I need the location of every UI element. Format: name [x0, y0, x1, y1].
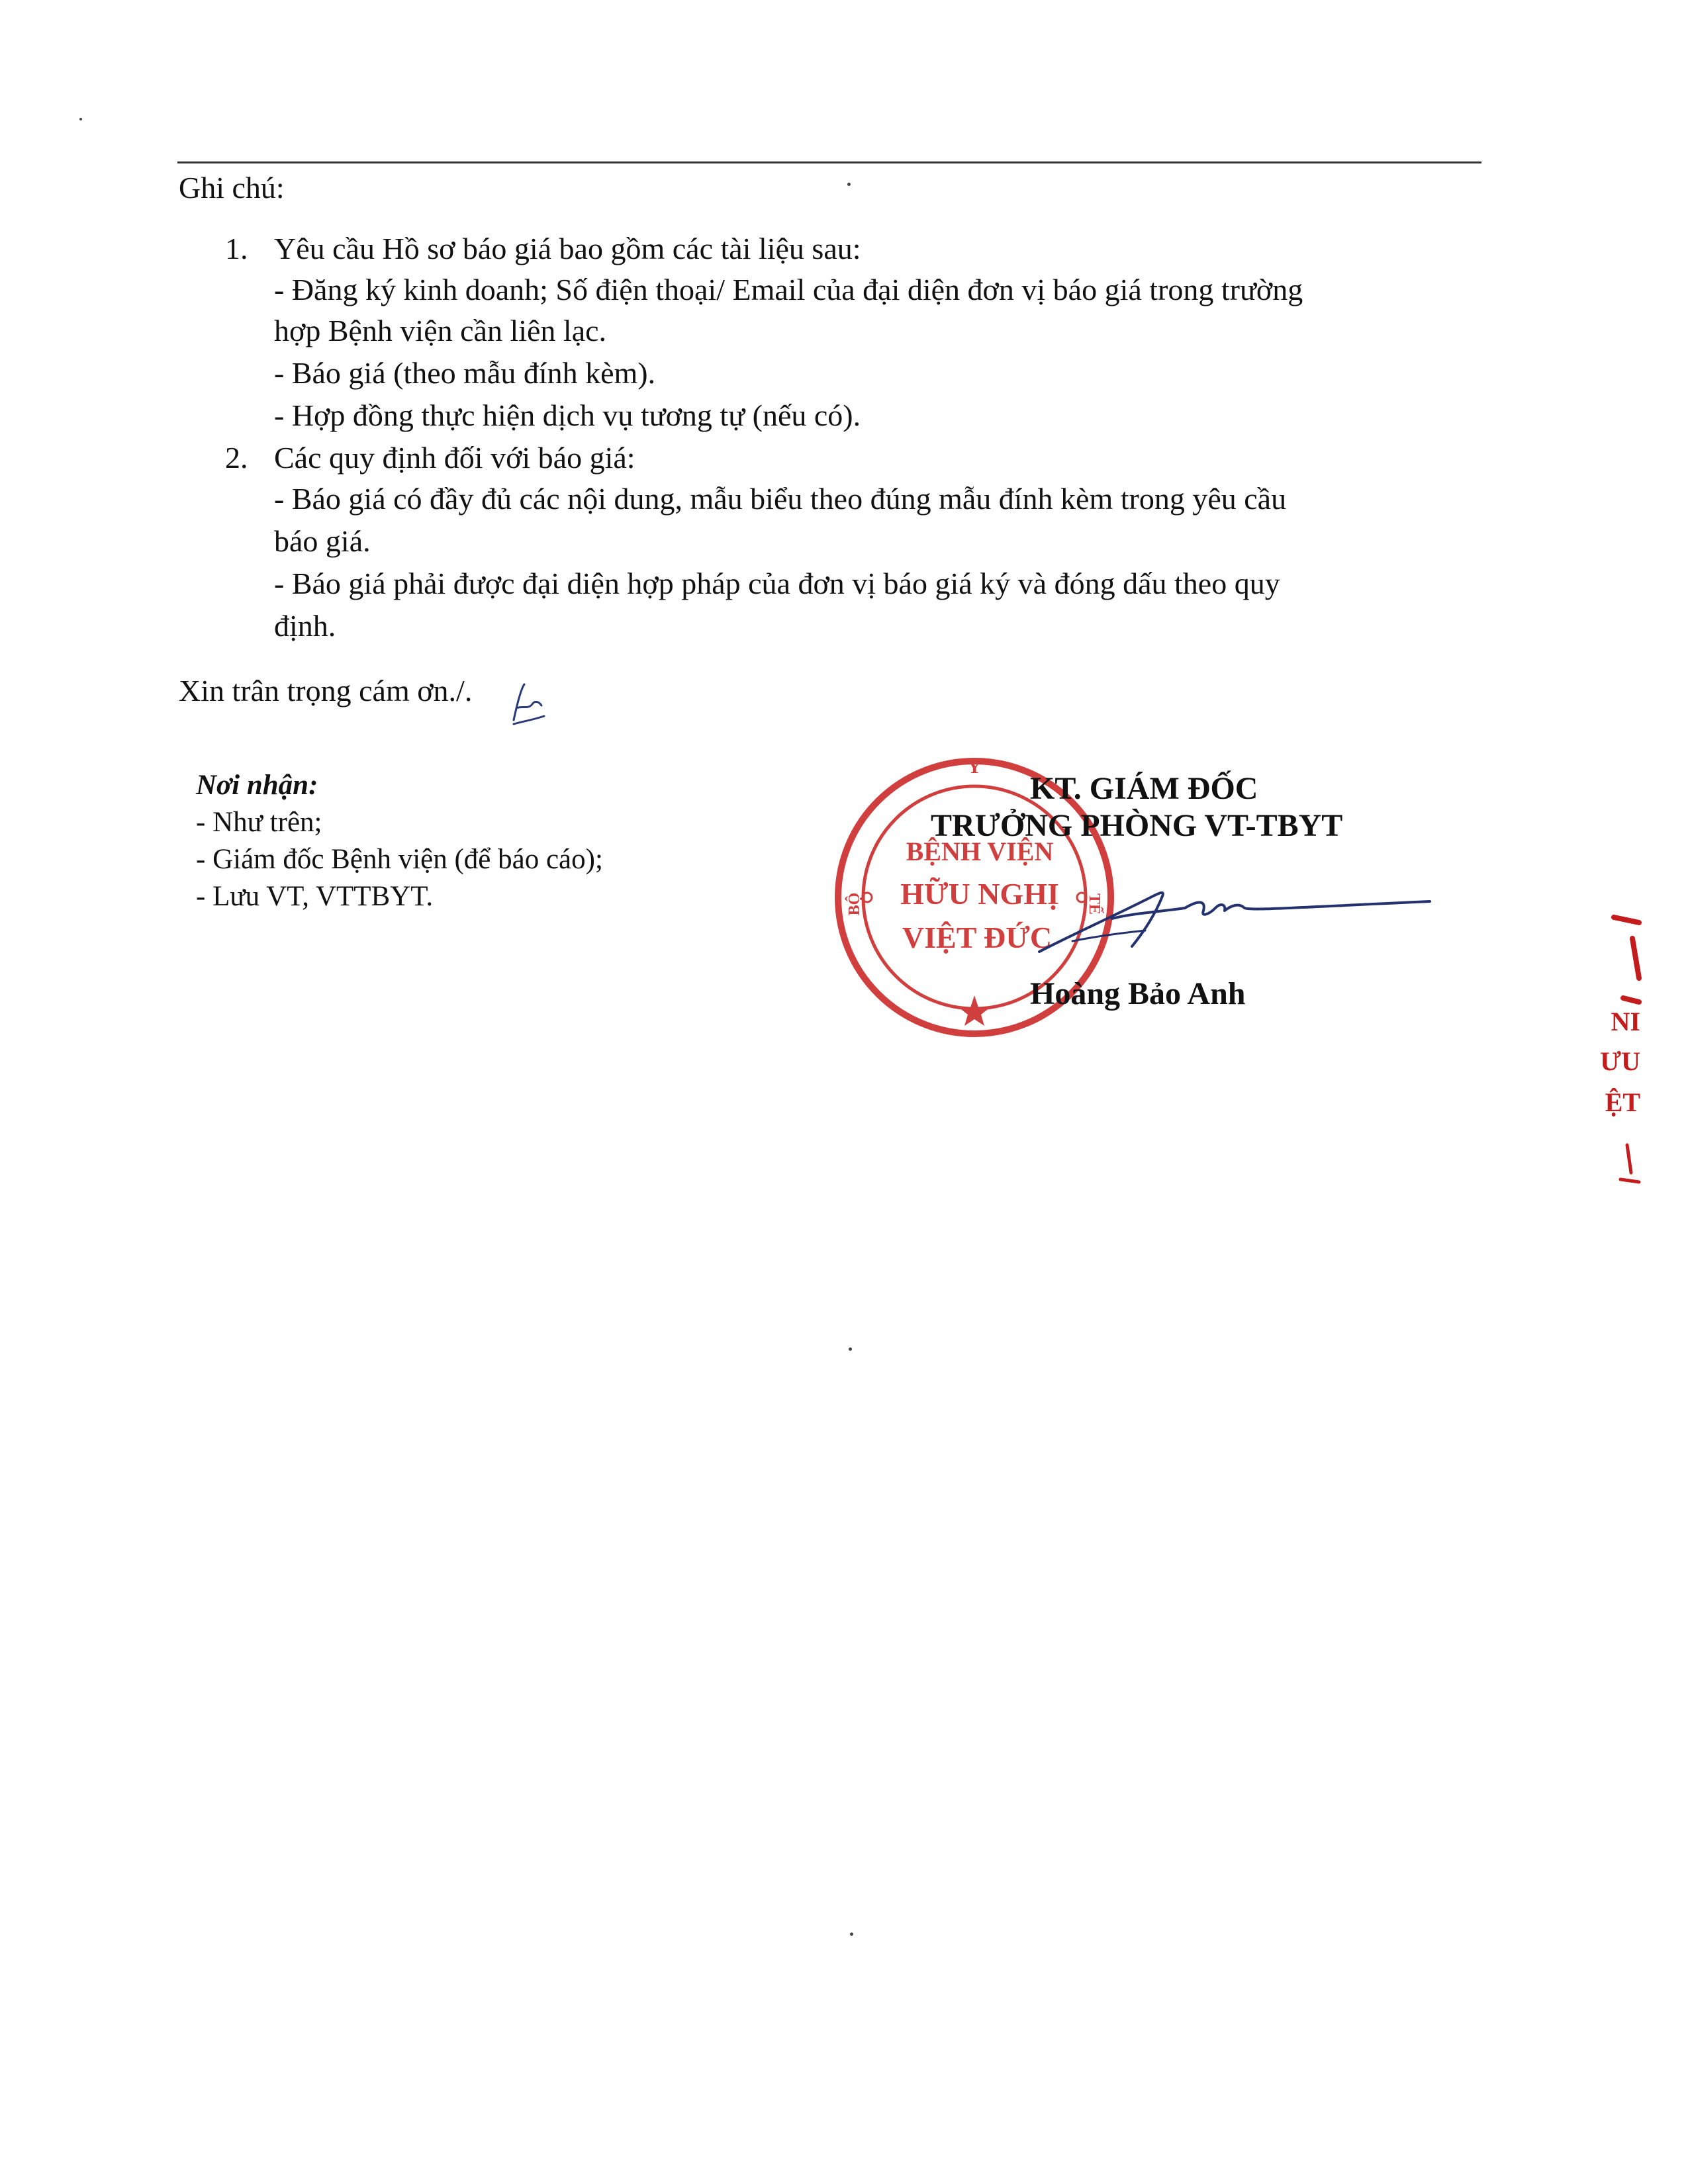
note-line: hợp Bệnh viện cần liên lạc. — [274, 314, 607, 347]
recipient-item: - Lưu VT, VTTBYT. — [196, 881, 434, 912]
edge-stamp-text: ỆT — [1605, 1087, 1640, 1117]
note-title-1: Yêu cầu Hồ sơ báo giá bao gồm các tài liệu sau: — [274, 232, 861, 265]
edge-stamp-text: NI — [1611, 1007, 1640, 1036]
svg-text:TẾ: TẾ — [1086, 893, 1103, 915]
recipients-heading: Nơi nhận: — [196, 770, 318, 801]
scan-speck — [850, 1933, 853, 1936]
stamp-line-1: BỆNH VIỆN — [906, 837, 1054, 866]
recipient-item: - Giám đốc Bệnh viện (để báo cáo); — [196, 844, 603, 875]
handwritten-signature — [1033, 874, 1443, 966]
initials-mark — [510, 682, 549, 728]
edge-stamp-fragment — [1601, 913, 1640, 1205]
top-rule — [177, 161, 1481, 163]
signer-title-1: KT. GIÁM ĐỐC — [1030, 771, 1258, 806]
notes-heading: Ghi chú: — [179, 171, 285, 205]
stamp-line-2: HỮU NGHỊ — [900, 877, 1059, 911]
signer-title-2: TRƯỞNG PHÒNG VT-TBYT — [931, 808, 1343, 843]
note-line: - Báo giá có đầy đủ các nội dung, mẫu biểu theo đúng mẫu đính kèm trong yêu cầu — [274, 482, 1287, 516]
note-number-2: 2. — [225, 441, 248, 475]
closing-line: Xin trân trọng cám ơn./. — [179, 674, 473, 707]
note-number-1: 1. — [225, 232, 248, 265]
note-line: - Báo giá phải được đại diện hợp pháp của đơn vị báo giá ký và đóng dấu theo quy — [274, 567, 1280, 600]
stamp-line-3: VIỆT ĐỨC — [902, 921, 1053, 954]
recipient-item: - Như trên; — [196, 807, 322, 838]
signer-name: Hoàng Bảo Anh — [1030, 976, 1246, 1011]
scan-speck — [79, 118, 82, 120]
svg-text:BỘ: BỘ — [846, 892, 863, 916]
svg-text:Y: Y — [967, 756, 982, 778]
note-line: - Hợp đồng thực hiện dịch vụ tương tự (nếu có). — [274, 398, 861, 432]
note-title-2: Các quy định đối với báo giá: — [274, 441, 635, 475]
note-line: - Báo giá (theo mẫu đính kèm). — [274, 356, 656, 390]
edge-stamp-text: ƯU — [1600, 1046, 1640, 1076]
note-line: - Đăng ký kinh doanh; Số điện thoại/ Email của đại diện đơn vị báo giá trong trường — [274, 273, 1303, 306]
note-line: báo giá. — [274, 524, 371, 558]
note-line: định. — [274, 609, 336, 643]
scan-speck — [849, 1347, 852, 1351]
scan-speck — [847, 183, 851, 186]
